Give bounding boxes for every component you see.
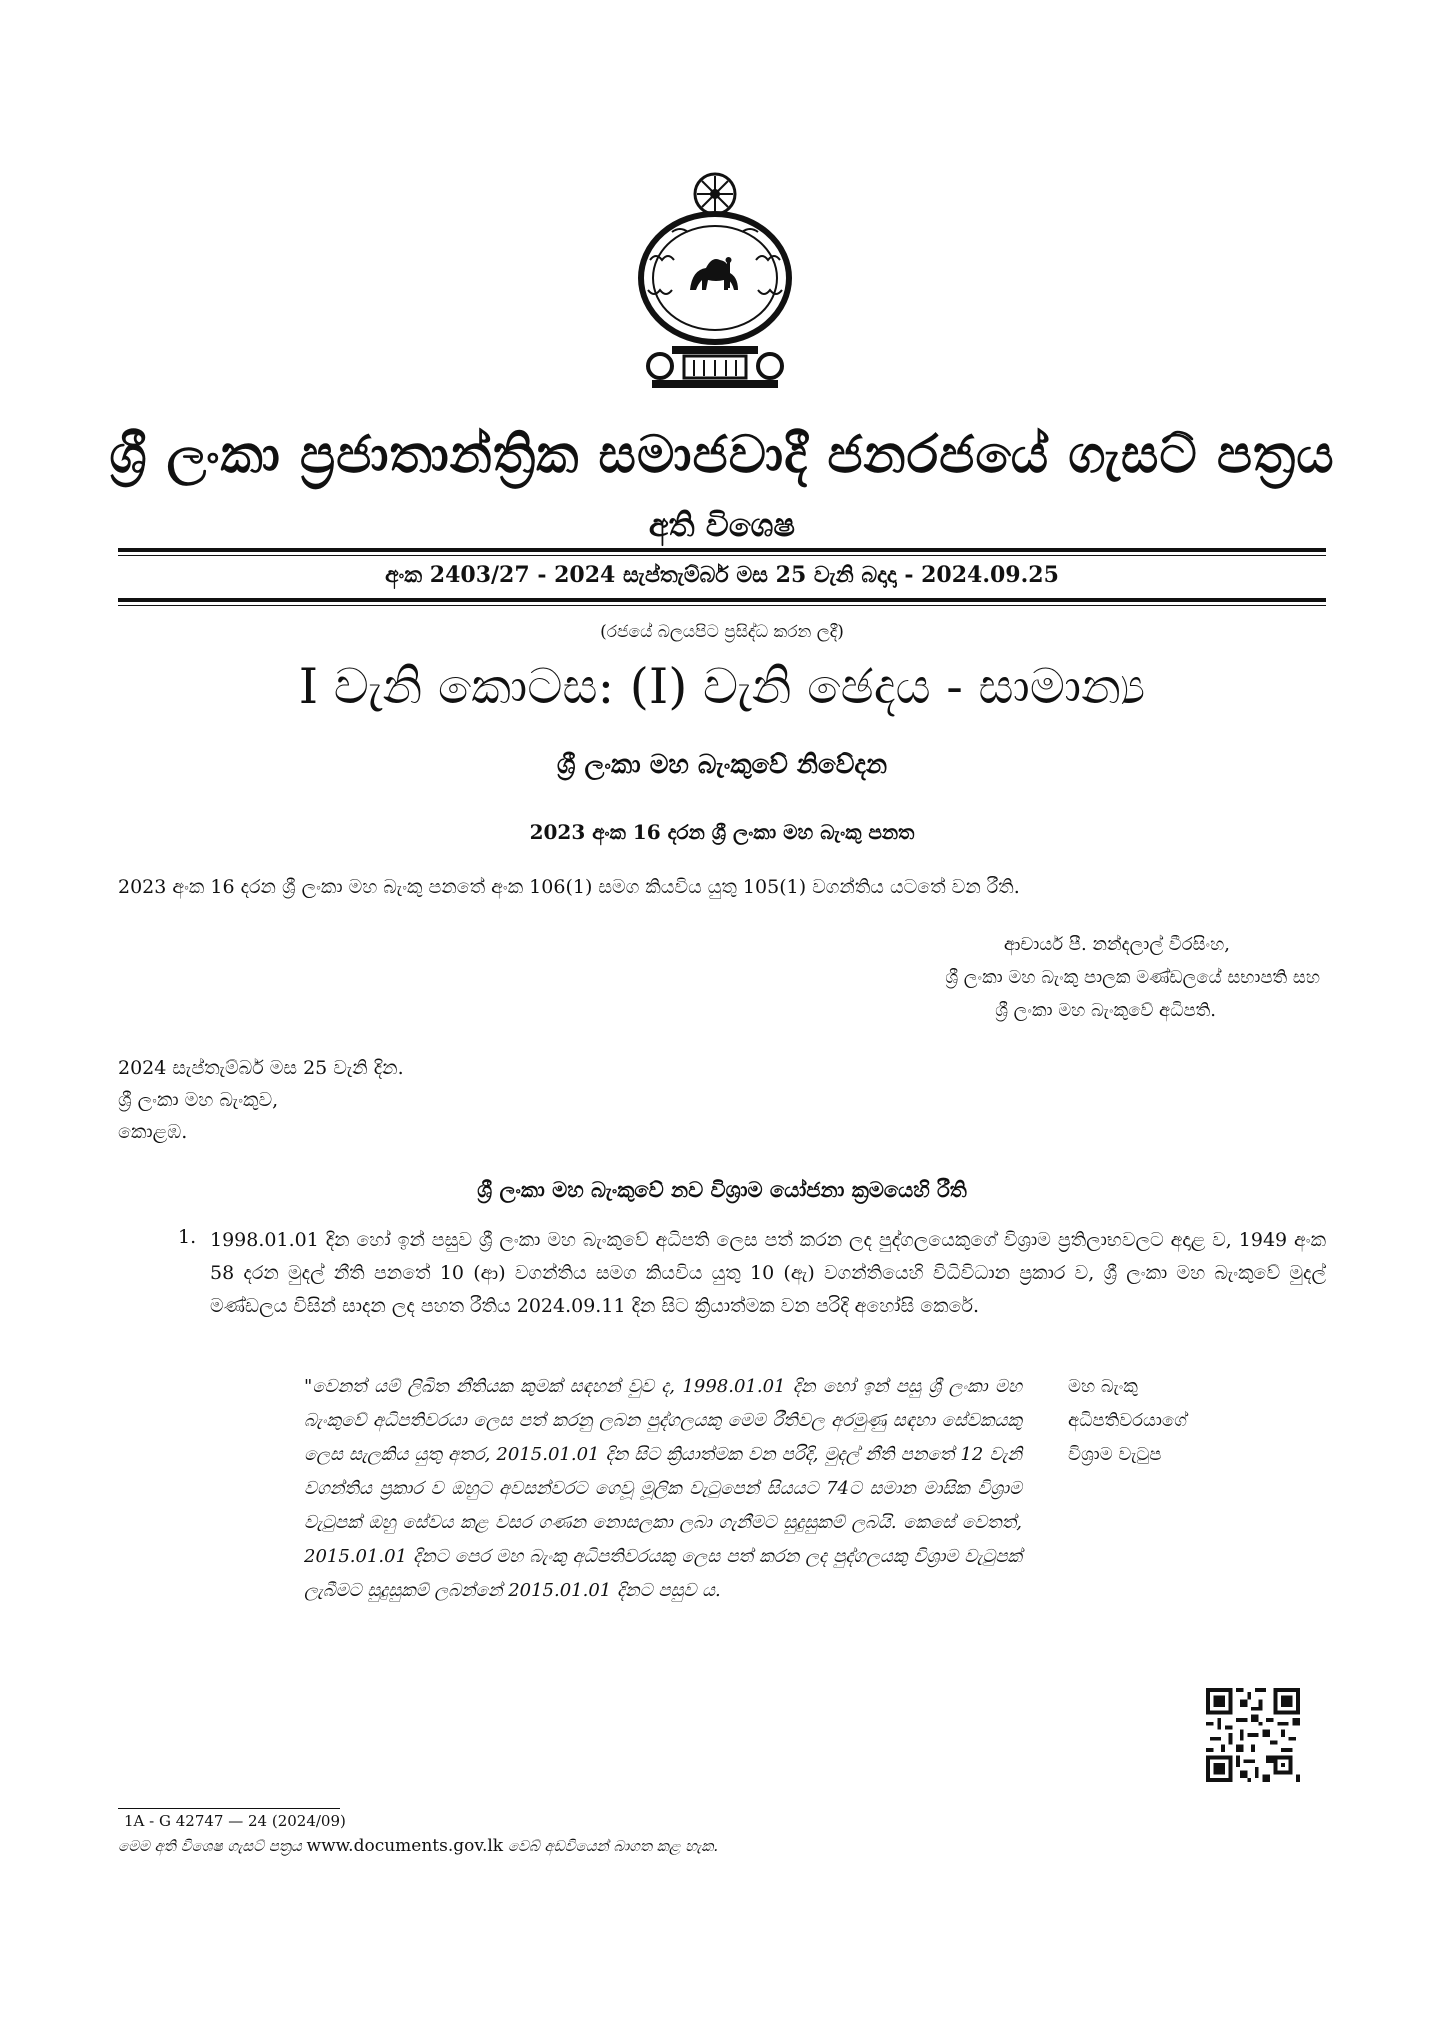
signature-block xyxy=(945,928,1320,1027)
margin-note-line: අධිපතිවරයාගේ xyxy=(1068,1410,1188,1431)
lion-icon xyxy=(690,257,738,290)
signatory-name: ආචාර්ය පී. නන්දලාල් වීරසිංහ, xyxy=(1003,934,1230,955)
gazette-subtitle: අති විශෙෂ xyxy=(648,506,796,544)
gazette-title: ශ්‍රී ලංකා ප්‍රජාතාන්ත්‍රික සමාජවාදී ජනරජයේ ගැසට් පත්‍රය xyxy=(109,425,1335,485)
notice-title: ශ්‍රී ලංකා මහ බැංකුවේ නිවේදන xyxy=(556,750,888,780)
website-link[interactable]: www.documents.gov.lk xyxy=(306,1836,504,1856)
notice-city: කොළඹ. xyxy=(118,1121,188,1143)
download-note-suffix: වෙබ් අඩවියෙන් බාගත කළ හැක. xyxy=(507,1837,719,1855)
published-by: (රජයේ බලයපිට ප්‍රසිද්ධ කරන ලදී) xyxy=(600,622,844,642)
notice-date: 2024 සැප්තැම්බර් මස 25 වැනි දින. xyxy=(118,1057,404,1079)
notice-place: ශ්‍රී ලංකා මහ බැංකුව, xyxy=(118,1089,279,1111)
dharma-wheel-icon xyxy=(695,174,735,214)
paragraph-text: 1998.01.01 දින හෝ ඉන් පසුව ශ්‍රී ලංකා මහ බැංකුවේ අධිපති ලෙස පත් කරන ලද පුද්ගලයෙකුගේ විශ්‍රාම ප්‍රතිලාභවලට අදාළ ව, 1949 අංක 58 දරන මුදල් නීති පනතේ 10 (ආ) වගන්තිය සමග කියවිය යුතු 10 (ඇ) වගන්තියෙහි විධිවිධාන ප්‍රකාර ව, ශ්‍රී ලංකා මහ බැංකුවේ මුදල් මණ්ඩලය විසින් සාදන ලද පහත රීතිය 2024.09.11 දින සිට ක්‍රියාත්මක වන පරිදි අහෝසි කෙරේ. xyxy=(210,1229,1326,1317)
date-place-block xyxy=(118,1052,404,1148)
signatory-title: ශ්‍රී ලංකා මහ බැංකු පාලක මණ්ඩලයේ සභාපති සහ xyxy=(945,967,1320,988)
header-rule-thin xyxy=(118,555,1326,556)
header-rule-top xyxy=(118,548,1326,552)
issue-line: අංක 2403/27 - 2024 සැප්තැම්බර් මස 25 වැනි බදාදා - 2024.09.25 xyxy=(385,562,1059,588)
margin-note xyxy=(1068,1370,1187,1472)
quoted-rule: "වෙනත් යම් ලිඛිත නීතියක කුමක් සඳහන් වුව ද, 1998.01.01 දින හෝ ඉන් පසු ශ්‍රී ලංකා මහ බැංකුවේ අධිපතිවරයා ලෙස පත් කරනු ලබන පුද්ගලයකු මෙම රීතිවල අරමුණු සඳහා සේවකයකු ලෙස සැලකිය යුතු අතර, 2015.01.01 දින සිට ක්‍රියාත්මක වන පරිදි, මුදල් නීති පනතේ 12 වැනි වගන්තිය ප්‍රකාර ව ඔහුට අවසන්වරට ගෙවූ මූලික වැටුපෙන් සියයට 74ට සමාන මාසික විශ්‍රාම වැටුපක් ඔහු සේවය කළ වසර ගණන නොසලකා ලබා ගැනීමට සුදුසුකම් ලබයි. කෙසේ වෙතත්, 2015.01.01 දිනට පෙර මහ බැංකු අධිපතිවරයකු ලෙස පත් කරන ලද පුද්ගලයකු විශ්‍රාම වැටුපක් ලැබීමට සුදුසුකම් ලබන්නේ 2015.01.01 දිනට පසුව ය. xyxy=(304,1376,1022,1601)
part-title: I වැනි කොටස: (I) වැනි ඡෙදය - සාමාන්‍ය xyxy=(298,658,1146,715)
qr-code-icon xyxy=(1206,1688,1300,1782)
print-code: 1A - G 42747 — 24 (2024/09) xyxy=(124,1812,346,1830)
national-emblem xyxy=(632,170,798,392)
download-note-prefix: මෙම අති විශෙෂ ගැසට් පත්‍රය xyxy=(118,1837,302,1855)
header-rule-bottom-thin xyxy=(118,605,1326,606)
paragraph-number: 1. xyxy=(178,1226,197,1248)
signatory-office: ශ්‍රී ලංකා මහ බැංකුවේ අධිපති. xyxy=(995,1000,1216,1021)
header-rule-bottom xyxy=(118,598,1326,602)
download-note xyxy=(118,1836,718,1856)
margin-note-line: විශ්‍රාම වැටුප xyxy=(1068,1444,1162,1465)
section-title: ශ්‍රී ලංකා මහ බැංකුවේ නව විශ්‍රාම යෝජනා ක්‍රමයෙහි රීති xyxy=(477,1178,967,1202)
margin-note-line: මහ බැංකු xyxy=(1068,1376,1138,1397)
act-title: 2023 අංක 16 දරන ශ්‍රී ලංකා මහ බැංකු පනත xyxy=(529,820,915,844)
intro-line: 2023 අංක 16 දරන ශ්‍රී ලංකා මහ බැංකු පනතේ අංක 106(1) සමග කියවිය යුතු 105(1) වගන්තිය යටතේ වන රීති. xyxy=(118,876,1020,898)
footnote-rule xyxy=(118,1808,340,1809)
